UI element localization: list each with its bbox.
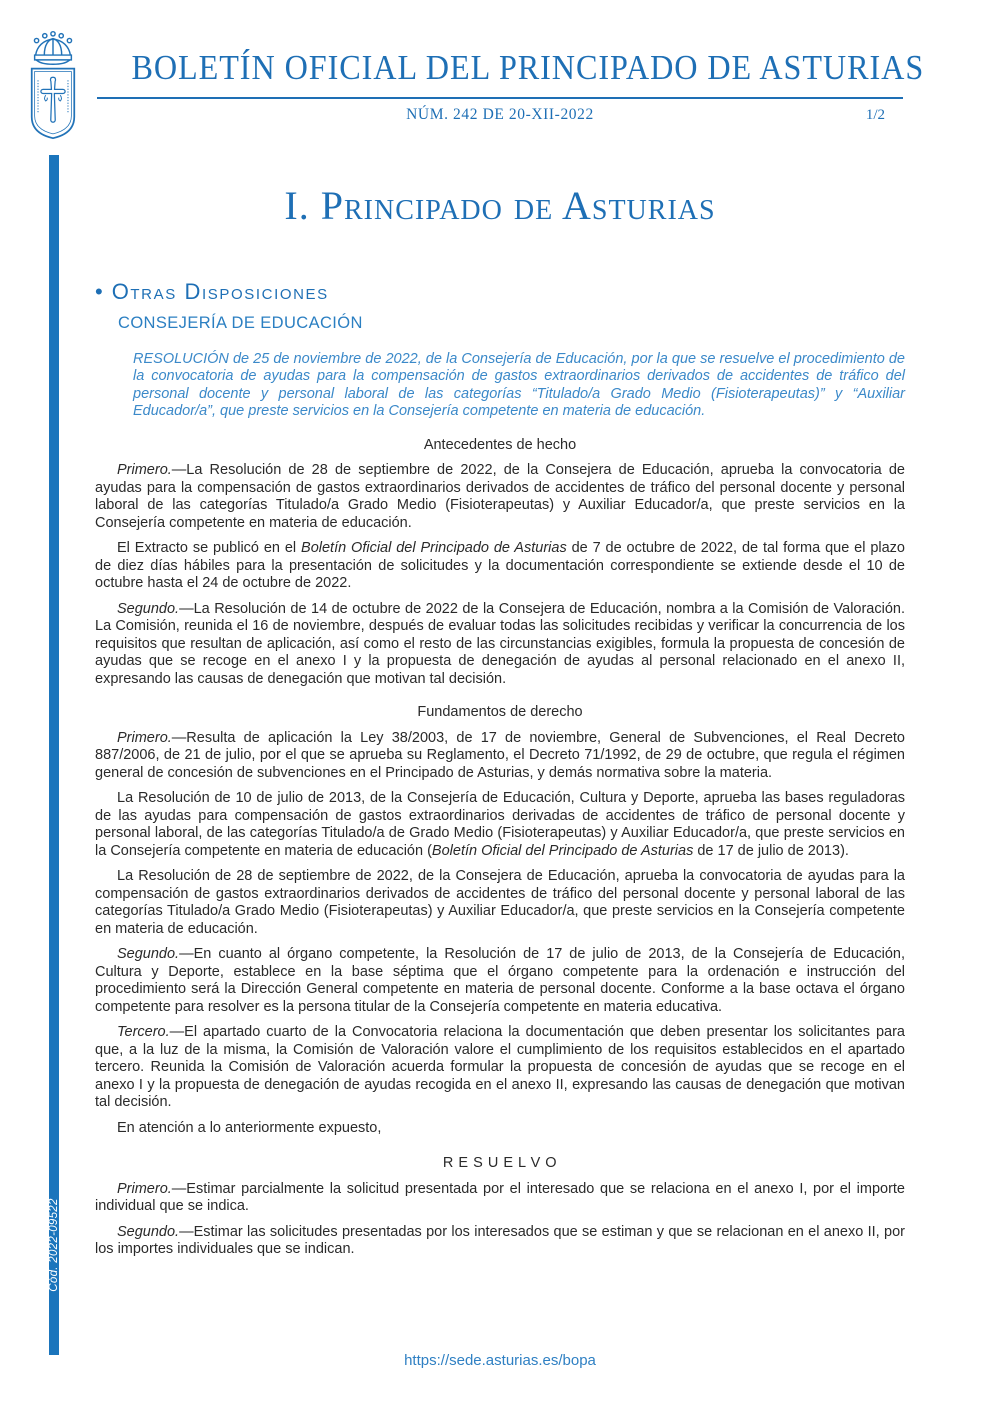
bullet-icon: •	[95, 279, 103, 304]
section-title: I. Principado de Asturias	[284, 183, 716, 228]
paragraph-fundamentos-primero: Primero.—Resulta de aplicación la Ley 38/2003, de 17 de noviembre, General de Subvenciones, el Real Decreto 887/2006, de 21 de julio, por el que se aprueba su Reglamento, el Decreto 71/1992, de 29 de octubre, que regula el régimen general de concesión de subvenciones en el Principado de Asturias, y demás normativa sobre la materia.	[95, 729, 905, 781]
resolution-summary: RESOLUCIÓN de 25 de noviembre de 2022, de la Consejería de Educación, por la que se resuelve el procedimiento de la convocatoria de ayudas para la compensación de gastos extraordinarios derivados de accidentes de tráfico del personal docente y personal laboral de las categorías “Titulado/a Grado Medio (Fisioterapeutas)” y “Auxiliar Educador/a”, que preste servicios en la Consejería competente en materia de educación.	[133, 351, 905, 420]
paragraph-convocatoria-2022: La Resolución de 28 de septiembre de 2022, de la Consejera de Educación, aprueba la convocatoria de ayudas para la compensación de gastos extraordinarios derivados de accidentes de tráfico del personal docente y personal laboral de las categorías Titulado/a Grado Medio (Fisioterapeutas) y Auxiliar Educador/a, que preste servicios en la Consejería competente en materia de educación.	[95, 868, 905, 937]
page-indicator: 1/2	[865, 107, 885, 123]
issue-row	[97, 106, 903, 126]
asturias-coat-of-arms-icon	[24, 26, 82, 146]
department-label: CONSEJERÍA DE EDUCACIÓN	[118, 314, 363, 332]
spine-bar	[49, 155, 59, 1355]
category-row	[95, 279, 905, 305]
heading-fundamentos: Fundamentos de derecho	[417, 704, 583, 721]
paragraph-antecedentes-primero: Primero.—La Resolución de 28 de septiembre de 2022, de la Consejera de Educación, aprueba la convocatoria de ayudas para la compensación de gastos extraordinarios derivados de accidentes de tráfico del personal docente y personal laboral de las categorías Titulado/a Grado Medio (Fisioterapeutas) y Auxiliar Educador/a, que preste servicios en la Consejería competente en materia de educación.	[95, 462, 905, 531]
heading-antecedentes: Antecedentes de hecho	[423, 436, 577, 453]
content	[95, 182, 905, 1259]
category-label: Otras Disposiciones	[111, 279, 329, 304]
masthead	[97, 0, 925, 126]
paragraph-bases-2013: La Resolución de 10 de julio de 2013, de la Consejería de Educación, Cultura y Deporte, aprueba las bases reguladoras de las ayudas para compensación de gastos extraordinarios derivadas de accidentes de tráfico de personal docente y personal laboral, de las categorías Titulado/a de Grado Medio (Fisioterapeutas) y Auxiliar Educador/a, que preste servicios en la Consejería competente en materia de educación (Boletín Oficial del Principado de Asturias de 17 de julio de 2013).	[95, 790, 905, 859]
issue-number: NÚM. 242 DE 20-XII-2022	[406, 106, 594, 123]
paragraph-antecedentes-segundo: Segundo.—La Resolución de 14 de octubre de 2022 de la Consejera de Educación, nombra a la Comisión de Valoración. La Comisión, reunida el 16 de noviembre, después de evaluar todas las solicitudes recibidas y verificar la concurrencia de los requisitos que resultan de aplicación, así como el resto de las circunstancias exigibles, formula la propuesta de concesión de ayudas que se recoge en el anexo I y la propuesta de denegación de ayudas al personal relacionado en el anexo II, expresando las causas de denegación que motivan tal decisión.	[95, 600, 905, 687]
paragraph-en-atencion: En atención a lo anteriormente expuesto,	[117, 1119, 382, 1136]
heading-resuelvo: R E S U E L V O	[442, 1155, 558, 1172]
bulletin-title: BOLETÍN OFICIAL DEL PRINCIPADO DE ASTURIAS	[131, 48, 925, 87]
paragraph-resuelvo-primero: Primero.—Estimar parcialmente la solicitud presentada por el interesado que se relaciona en el anexo I, por el importe individual que se indica.	[95, 1180, 905, 1215]
paragraph-fundamentos-tercero: Tercero.—El apartado cuarto de la Convocatoria relaciona la documentación que deben presentar los solicitantes para que, a la luz de la misma, la Comisión de Valoración valore el cumplimiento de los requisitos establecidos en el apartado tercero. Reunida la Comisión de Valoración acuerda formular la propuesta de concesión de ayudas que se recoge en el anexo I y la propuesta de denegación de ayudas recogida en el anexo II, expresando las causas de denegación que motivan tal decisión.	[95, 1024, 905, 1111]
paragraph-extracto: El Extracto se publicó en el Boletín Oficial del Principado de Asturias de 7 de octubre de 2022, de tal forma que el plazo de diez días hábiles para la presentación de solicitudes y la documentación correspondiente se extiende desde el 10 de octubre hasta el 24 de octubre de 2022.	[95, 540, 905, 592]
paragraph-fundamentos-segundo: Segundo.—En cuanto al órgano competente, la Resolución de 17 de julio de 2013, de la Consejería de Educación, Cultura y Deporte, establece en la base séptima que el órgano competente para la ordenación e instrucción del procedimiento será la Dirección General competente en materia de personal docente. Conforme a la base octava el órgano competente para resolver es la persona titular de la Consejería competente en materia educativa.	[95, 946, 905, 1015]
spine-code: Cód. 2022-09522	[48, 1198, 60, 1292]
document-body	[95, 437, 905, 1259]
footer	[0, 1352, 1000, 1370]
bopa-url-link[interactable]: https://sede.asturias.es/bopa	[404, 1352, 596, 1369]
masthead-rule	[97, 97, 903, 99]
paragraph-resuelvo-segundo: Segundo.—Estimar las solicitudes presentadas por los interesados que se estiman y que se relacionan en el anexo II, por los importes individuales que se indican.	[95, 1223, 905, 1258]
